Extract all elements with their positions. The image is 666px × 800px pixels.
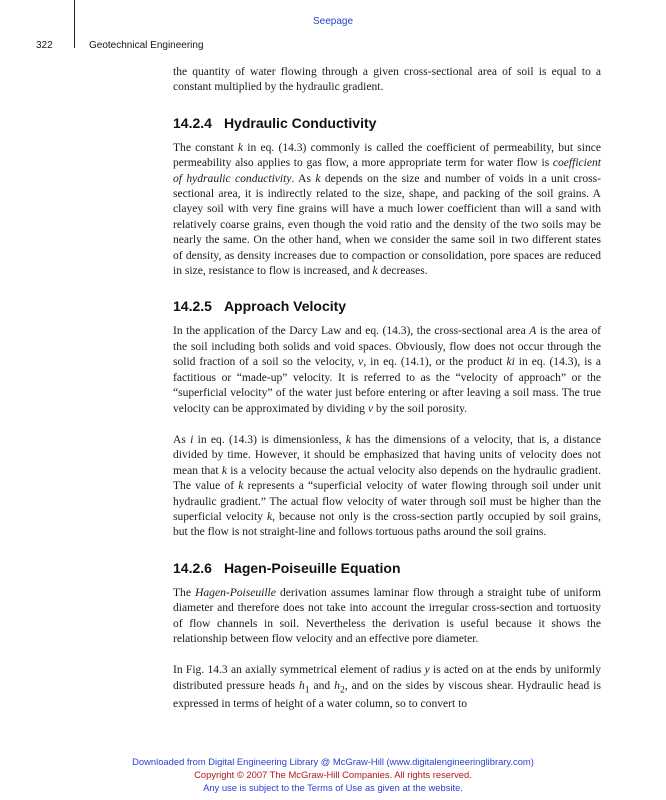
header-rule xyxy=(74,0,75,48)
running-head: Geotechnical Engineering xyxy=(89,40,204,51)
paragraph-approach-velocity-1: In the application of the Darcy Law and eq. (14.3), the cross-sectional area A is the area of the soil including both solids and void spaces. Obviously, flow does not occur through the solid fraction of a soil so the velocity, v, in eq. (14.1), or the product ki in eq. (14.3), is a factitious or “made-up” velocity. It is referred to as the “velocity of approach” or the “superficial velocity” of the water just before entering or after leaving a soil mass. The true velocity can be approximated by dividing v by the soil porosity. xyxy=(173,325,601,415)
paragraph-hagen-poiseuille-2: In Fig. 14.3 an axially symmetrical element of radius y is acted on at the ends by uniformly distributed pressure heads $h_1$ and $h_2$, and on the sides by viscous shear. Hydraulic head is expressed in terms of height of a water column, so to convert to xyxy=(173,664,602,711)
paragraph-hydraulic-conductivity: The constant k in eq. (14.3) commonly is called the coefficient of permeability, but since permeability also applies to gas flow, a more appropriate term for water flow is coefficient of hydraulic conductivity. As k depends on the size and number of voids in a unit cross-sectional area, it is indirectly related to the size, shape, and packing of the soil grains. A clayey soil with very fine grains will have a much lower coefficient than will a sand with relatively coarse grains, even though the void ratio and the density of the two soils may be nearly the same. On the other hand, when we consider the same soil in two different states of density, as density increases due to compaction or consolidation, pore spaces are reduced in size, resistance to flow is increased, and k decreases. xyxy=(173,141,601,278)
paragraph-hagen-poiseuille-1: The Hagen-Poiseuille derivation assumes laminar flow through a straight tube of uniform diameter and therefore does not take into account the irregular cross-section and tortuosity of flow channels in soil. Nevertheless the derivation is useful because it shows the relationship between flow velocity and an effective pore diameter. xyxy=(173,586,601,645)
footer-download-link[interactable]: Downloaded from Digital Engineering Library @ McGraw-Hill (www.digitalengineeringlibrary.com) xyxy=(132,756,534,767)
page-body xyxy=(173,65,601,713)
paragraph-approach-velocity-2: As i in eq. (14.3) is dimensionless, k has the dimensions of a velocity, that is, a distance divided by time. However, it should be emphasized that having units of velocity does not mean that k is a velocity because the actual velocity also depends on the hydraulic gradient. The value of k represents a “superficial velocity of water flowing through soil under unit hydraulic gradient.” The actual flow velocity of water through soil must be higher than the superficial velocity k, because not only is the cross-section partly occupied by soil grains, but the flow is not straight-line and follows tortuous paths around the soil grains. xyxy=(173,433,601,539)
section-number: 14.2.5 xyxy=(173,298,212,315)
section-title: Approach Velocity xyxy=(223,298,347,315)
section-heading-hydraulic-conductivity xyxy=(173,114,601,132)
chapter-link[interactable]: Seepage xyxy=(312,16,354,27)
footer-terms-link[interactable]: Any use is subject to the Terms of Use as given at the website. xyxy=(203,782,463,793)
footer-copyright: Copyright © 2007 The McGraw-Hill Companies. All rights reserved. xyxy=(194,769,472,780)
section-number: 14.2.4 xyxy=(173,114,212,131)
page-number: 322 xyxy=(36,40,53,51)
section-title: Hagen-Poiseuille Equation xyxy=(223,559,401,576)
section-heading-approach-velocity xyxy=(173,297,601,315)
section-heading-hagen-poiseuille xyxy=(173,559,601,577)
section-title: Hydraulic Conductivity xyxy=(223,114,377,131)
intro-paragraph: the quantity of water flowing through a given cross-sectional area of soil is equal to a constant multiplied by the hydraulic gradient. xyxy=(173,66,601,94)
section-number: 14.2.6 xyxy=(173,559,212,576)
